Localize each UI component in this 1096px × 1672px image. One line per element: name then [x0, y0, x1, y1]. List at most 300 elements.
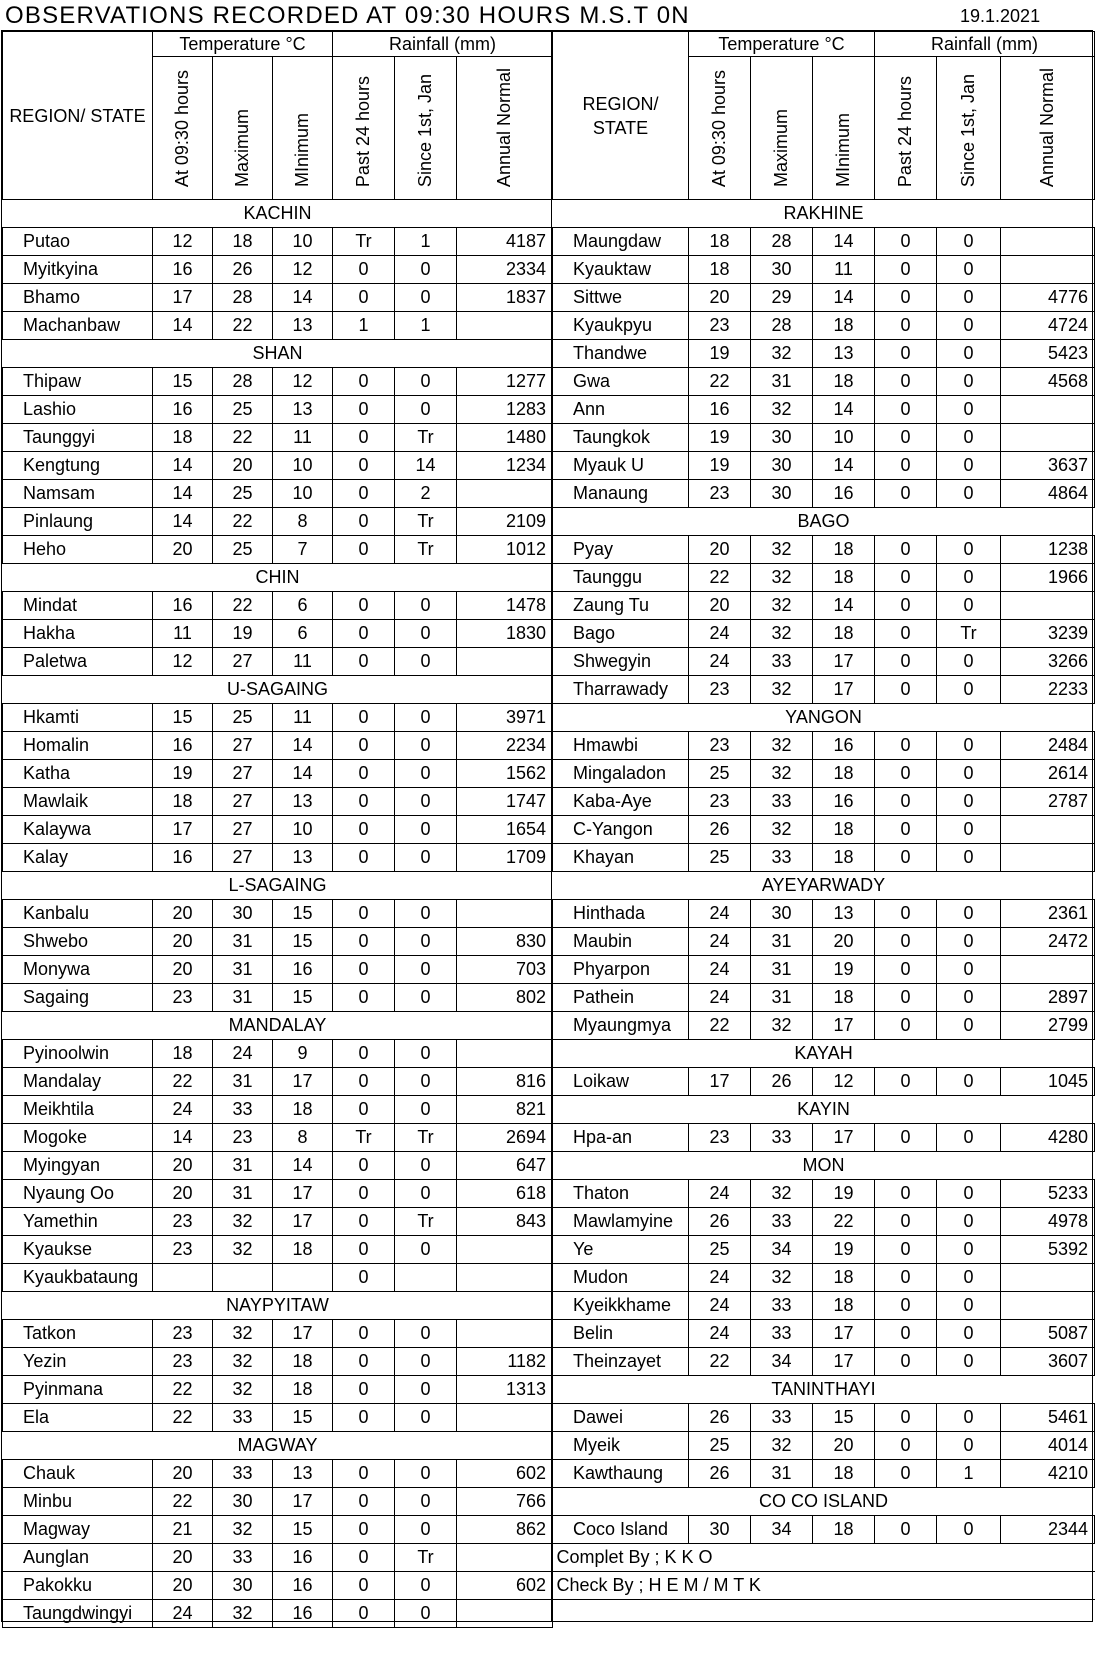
temp-min: 8 [273, 1124, 333, 1152]
temp-max: 30 [751, 424, 813, 452]
rain-24h: 0 [875, 1292, 937, 1320]
table-row [553, 480, 1095, 508]
rain-since-jan: 1 [395, 312, 457, 340]
rain-since-jan: 0 [395, 1488, 457, 1516]
table-row [553, 228, 1095, 256]
table-row [3, 256, 553, 284]
temp-max: 32 [751, 732, 813, 760]
temp-max: 31 [213, 928, 273, 956]
table-row [553, 1264, 1095, 1292]
temp-max: 33 [751, 1320, 813, 1348]
rain-annual-normal [457, 480, 553, 508]
table-row [3, 788, 553, 816]
rain-since-jan: 0 [395, 1348, 457, 1376]
temp-max: 31 [751, 984, 813, 1012]
temp-max: 33 [751, 1404, 813, 1432]
rainfall-header: Rainfall (mm) [333, 32, 553, 57]
rain-annual-normal [457, 1040, 553, 1068]
rain-24h: 0 [875, 284, 937, 312]
rain-since-jan: 0 [395, 1180, 457, 1208]
rain-24h: 0 [333, 900, 395, 928]
station-name: Myingyan [3, 1152, 153, 1180]
temp-min: 20 [813, 928, 875, 956]
temp-min: 18 [813, 564, 875, 592]
temp-min: 18 [813, 1292, 875, 1320]
temp-0930: 23 [689, 732, 751, 760]
rain-annual-normal: 647 [457, 1152, 553, 1180]
temp-0930: 14 [153, 312, 213, 340]
temp-max: 30 [751, 900, 813, 928]
table-row [553, 1236, 1095, 1264]
station-name: Hkamti [3, 704, 153, 732]
station-name: Ela [3, 1404, 153, 1432]
temp-min: 15 [813, 1404, 875, 1432]
rain-since-jan: 0 [937, 1124, 1001, 1152]
page-title: OBSERVATIONS RECORDED AT 09:30 HOURS M.S.T 0N [5, 2, 690, 29]
station-name: Minbu [3, 1488, 153, 1516]
station-name: Kyaukpyu [553, 312, 689, 340]
temp-max [213, 1264, 273, 1292]
rain-annual-normal [1001, 844, 1095, 872]
rain-annual-normal: 1234 [457, 452, 553, 480]
station-name: Mandalay [3, 1068, 153, 1096]
section-row [553, 704, 1095, 732]
station-name: Khayan [553, 844, 689, 872]
temp-min: 18 [813, 536, 875, 564]
temp-max: 27 [213, 760, 273, 788]
rain-24h: 0 [333, 844, 395, 872]
station-name: Sagaing [3, 984, 153, 1012]
temp-max: 31 [751, 368, 813, 396]
rain-annual-normal: 3971 [457, 704, 553, 732]
section-row [3, 564, 553, 592]
rain-24h: 0 [333, 928, 395, 956]
rain-24h: Tr [333, 1124, 395, 1152]
rain-24h: 0 [333, 452, 395, 480]
rain-since-jan: Tr [395, 1124, 457, 1152]
temp-0930: 23 [153, 1236, 213, 1264]
rain-annual-normal: 2614 [1001, 760, 1095, 788]
rain-annual-normal [1001, 228, 1095, 256]
rain-annual-normal: 4864 [1001, 480, 1095, 508]
col-annual-normal: Annual Normal [1037, 67, 1058, 187]
station-name: Yamethin [3, 1208, 153, 1236]
section-row [553, 1376, 1095, 1404]
rain-annual-normal: 2233 [1001, 676, 1095, 704]
rain-24h: 0 [875, 648, 937, 676]
temp-min: 15 [273, 900, 333, 928]
station-name: Coco Island [553, 1516, 689, 1544]
rain-24h: 0 [875, 620, 937, 648]
temp-max: 27 [213, 844, 273, 872]
station-name: Monywa [3, 956, 153, 984]
temp-min: 18 [813, 312, 875, 340]
section-title: CHIN [3, 564, 553, 592]
rain-24h: 0 [875, 480, 937, 508]
rain-annual-normal: 1182 [457, 1348, 553, 1376]
rain-since-jan: 0 [937, 340, 1001, 368]
station-name: Kawthaung [553, 1460, 689, 1488]
rain-since-jan: 0 [395, 620, 457, 648]
temp-0930: 24 [689, 900, 751, 928]
temp-0930: 22 [153, 1488, 213, 1516]
temp-min: 18 [813, 620, 875, 648]
temp-min: 16 [813, 480, 875, 508]
section-row [553, 1488, 1095, 1516]
rain-24h: 0 [875, 1208, 937, 1236]
rain-since-jan: 0 [937, 1208, 1001, 1236]
temp-max: 25 [213, 704, 273, 732]
table-row [3, 228, 553, 256]
station-name: Bago [553, 620, 689, 648]
temp-min: 11 [273, 648, 333, 676]
temp-0930: 15 [153, 704, 213, 732]
station-name: Hmawbi [553, 732, 689, 760]
temp-min: 14 [273, 732, 333, 760]
observation-sheet [1, 30, 1093, 1622]
station-name: Aunglan [3, 1544, 153, 1572]
rain-since-jan: 0 [937, 396, 1001, 424]
temperature-header: Temperature °C [689, 32, 875, 57]
temp-0930: 14 [153, 1124, 213, 1152]
rain-since-jan: 0 [395, 1152, 457, 1180]
temp-max: 31 [213, 1152, 273, 1180]
left-body [3, 200, 553, 1628]
table-row [553, 788, 1095, 816]
station-name: Mawlamyine [553, 1208, 689, 1236]
temp-0930: 23 [153, 1208, 213, 1236]
station-name: Homalin [3, 732, 153, 760]
rain-24h: 0 [875, 732, 937, 760]
rain-since-jan: 0 [937, 1320, 1001, 1348]
temp-min: 12 [273, 368, 333, 396]
rain-annual-normal: 4724 [1001, 312, 1095, 340]
station-name: Pyay [553, 536, 689, 564]
right-panel [552, 31, 1094, 1621]
rain-24h: 0 [875, 816, 937, 844]
table-row [3, 1488, 553, 1516]
temp-0930: 16 [153, 592, 213, 620]
rain-annual-normal: 1313 [457, 1376, 553, 1404]
col-maximum: Maximum [771, 108, 791, 187]
temp-min: 11 [813, 256, 875, 284]
temp-min: 16 [813, 732, 875, 760]
table-row [553, 1180, 1095, 1208]
rain-24h: 0 [333, 368, 395, 396]
rain-24h: 0 [875, 1068, 937, 1096]
temp-0930: 19 [153, 760, 213, 788]
temp-0930: 17 [153, 816, 213, 844]
rain-annual-normal: 2109 [457, 508, 553, 536]
station-name: Dawei [553, 1404, 689, 1432]
station-name: Kyaukbataung [3, 1264, 153, 1292]
section-title: CO CO ISLAND [553, 1488, 1095, 1516]
rain-since-jan: 1 [395, 228, 457, 256]
table-row [3, 368, 553, 396]
rain-annual-normal: 703 [457, 956, 553, 984]
temp-min: 8 [273, 508, 333, 536]
section-row [3, 676, 553, 704]
table-row [553, 592, 1095, 620]
table-row [553, 368, 1095, 396]
station-name: Mindat [3, 592, 153, 620]
rainfall-header: Rainfall (mm) [875, 32, 1095, 57]
temp-max: 27 [213, 788, 273, 816]
table-row [3, 396, 553, 424]
table-row [553, 648, 1095, 676]
header-row-top [553, 32, 1095, 57]
rain-annual-normal: 5392 [1001, 1236, 1095, 1264]
rain-24h: 0 [875, 844, 937, 872]
region-header: REGION/ STATE [3, 32, 153, 200]
temp-min: 17 [813, 676, 875, 704]
temp-min: 14 [813, 284, 875, 312]
rain-24h: 0 [333, 1488, 395, 1516]
temp-min: 13 [813, 340, 875, 368]
temp-0930: 23 [153, 1320, 213, 1348]
temp-0930: 24 [689, 1180, 751, 1208]
temp-0930: 14 [153, 480, 213, 508]
temp-0930: 19 [689, 452, 751, 480]
temp-min: 18 [813, 984, 875, 1012]
table-row [3, 1460, 553, 1488]
rain-since-jan: 0 [395, 1376, 457, 1404]
table-row [3, 1068, 553, 1096]
rain-24h: 0 [333, 256, 395, 284]
rain-annual-normal: 1837 [457, 284, 553, 312]
table-row [3, 1096, 553, 1124]
station-name: Myeik [553, 1432, 689, 1460]
temp-0930: 22 [689, 1012, 751, 1040]
table-row [553, 984, 1095, 1012]
rain-24h: 0 [333, 1376, 395, 1404]
rain-24h: 0 [875, 1516, 937, 1544]
table-row [553, 1516, 1095, 1544]
temp-min: 17 [273, 1180, 333, 1208]
rain-since-jan: Tr [395, 536, 457, 564]
rain-annual-normal: 1283 [457, 396, 553, 424]
table-row [3, 1124, 553, 1152]
temp-0930: 25 [689, 1432, 751, 1460]
temp-max: 27 [213, 732, 273, 760]
rain-annual-normal: 1562 [457, 760, 553, 788]
rain-annual-normal: 1654 [457, 816, 553, 844]
rain-since-jan: Tr [395, 1544, 457, 1572]
section-title: TANINTHAYI [553, 1376, 1095, 1404]
temp-min: 10 [273, 480, 333, 508]
rain-annual-normal: 862 [457, 1516, 553, 1544]
section-title: RAKHINE [553, 200, 1095, 228]
rain-24h: 0 [333, 816, 395, 844]
temp-min: 10 [273, 816, 333, 844]
rain-since-jan: 0 [937, 1068, 1001, 1096]
station-name: Manaung [553, 480, 689, 508]
station-name: Kalay [3, 844, 153, 872]
rain-since-jan [395, 1264, 457, 1292]
rain-annual-normal: 1238 [1001, 536, 1095, 564]
table-row [3, 648, 553, 676]
temp-min: 17 [813, 1348, 875, 1376]
temp-0930: 18 [153, 1040, 213, 1068]
temp-max: 29 [751, 284, 813, 312]
rain-since-jan: 0 [937, 1264, 1001, 1292]
rain-since-jan: 0 [937, 648, 1001, 676]
rain-24h: 0 [333, 424, 395, 452]
station-name: Taunggu [553, 564, 689, 592]
table-row [553, 396, 1095, 424]
station-name: Tharrawady [553, 676, 689, 704]
rain-annual-normal: 1747 [457, 788, 553, 816]
rain-since-jan: 0 [937, 1180, 1001, 1208]
table-row [3, 732, 553, 760]
section-title: KAYIN [553, 1096, 1095, 1124]
temp-min: 19 [813, 1180, 875, 1208]
temp-0930: 20 [689, 592, 751, 620]
temp-min: 13 [813, 900, 875, 928]
temp-max: 34 [751, 1516, 813, 1544]
table-row [3, 928, 553, 956]
report-date: 19.1.2021 [960, 6, 1041, 26]
col-at-0930: At 09:30 hours [172, 69, 192, 187]
temp-0930: 12 [153, 648, 213, 676]
temp-0930: 18 [153, 424, 213, 452]
temp-0930: 22 [153, 1404, 213, 1432]
temp-max: 33 [751, 648, 813, 676]
rain-since-jan: 0 [395, 732, 457, 760]
temp-max: 33 [213, 1544, 273, 1572]
table-row [3, 480, 553, 508]
temp-max: 31 [213, 984, 273, 1012]
table-row [553, 312, 1095, 340]
table-row [3, 816, 553, 844]
rain-24h: 0 [333, 1460, 395, 1488]
section-title: YANGON [553, 704, 1095, 732]
temp-0930: 16 [153, 396, 213, 424]
table-row [3, 984, 553, 1012]
temp-max: 18 [213, 228, 273, 256]
rain-since-jan: 0 [937, 424, 1001, 452]
rain-since-jan: 0 [395, 648, 457, 676]
rain-annual-normal: 843 [457, 1208, 553, 1236]
station-name: Thaton [553, 1180, 689, 1208]
rain-since-jan: 0 [395, 1320, 457, 1348]
section-title: U-SAGAING [3, 676, 553, 704]
temp-min: 13 [273, 396, 333, 424]
section-title: AYEYARWADY [553, 872, 1095, 900]
station-name: Belin [553, 1320, 689, 1348]
rain-annual-normal: 1480 [457, 424, 553, 452]
rain-since-jan: 0 [937, 900, 1001, 928]
header-row-top [3, 32, 553, 57]
station-name: Magway [3, 1516, 153, 1544]
rain-24h: 0 [333, 1208, 395, 1236]
temp-0930: 26 [689, 1208, 751, 1236]
rain-annual-normal: 602 [457, 1572, 553, 1600]
rain-annual-normal [1001, 1264, 1095, 1292]
temp-max: 32 [751, 620, 813, 648]
temp-max: 31 [751, 956, 813, 984]
section-row [553, 872, 1095, 900]
table-row [3, 1180, 553, 1208]
temp-max: 30 [751, 480, 813, 508]
rain-annual-normal: 1830 [457, 620, 553, 648]
temp-0930: 20 [153, 956, 213, 984]
section-title: BAGO [553, 508, 1095, 536]
footer-complet: Complet By ; K K O [553, 1544, 1095, 1572]
rain-since-jan: 0 [395, 284, 457, 312]
rain-annual-normal [1001, 396, 1095, 424]
temp-0930: 23 [153, 984, 213, 1012]
rain-since-jan: 0 [937, 256, 1001, 284]
temp-max: 24 [213, 1040, 273, 1068]
rain-annual-normal: 5233 [1001, 1180, 1095, 1208]
temp-min: 17 [813, 1012, 875, 1040]
rain-since-jan: 1 [937, 1460, 1001, 1488]
rain-24h: 0 [875, 228, 937, 256]
temp-min: 15 [273, 1404, 333, 1432]
station-name: Pinlaung [3, 508, 153, 536]
rain-since-jan: 0 [395, 1460, 457, 1488]
station-name: Shwegyin [553, 648, 689, 676]
temp-min: 22 [813, 1208, 875, 1236]
temp-max: 33 [751, 788, 813, 816]
station-name: Kalaywa [3, 816, 153, 844]
temp-min: 16 [273, 1600, 333, 1628]
rain-since-jan: 0 [937, 1012, 1001, 1040]
temp-max: 32 [751, 396, 813, 424]
temp-min: 18 [273, 1376, 333, 1404]
rain-annual-normal [457, 1544, 553, 1572]
temp-min: 14 [813, 396, 875, 424]
rain-annual-normal: 4187 [457, 228, 553, 256]
rain-since-jan: 0 [395, 592, 457, 620]
table-row [553, 844, 1095, 872]
temp-0930: 20 [153, 900, 213, 928]
rain-since-jan: 0 [937, 564, 1001, 592]
temp-min: 18 [273, 1348, 333, 1376]
temp-min: 16 [273, 956, 333, 984]
temp-0930: 20 [153, 1572, 213, 1600]
temp-0930: 16 [153, 256, 213, 284]
temp-max: 31 [213, 956, 273, 984]
table-row [3, 1376, 553, 1404]
col-since-jan: Since 1st, Jan [958, 73, 979, 187]
table-row [3, 1264, 553, 1292]
station-name: Taunggyi [3, 424, 153, 452]
station-name: Taungkok [553, 424, 689, 452]
temp-max: 33 [213, 1460, 273, 1488]
table-row [553, 1208, 1095, 1236]
temp-max: 32 [751, 816, 813, 844]
table-row [553, 760, 1095, 788]
section-row [553, 1096, 1095, 1124]
rain-24h: 0 [333, 508, 395, 536]
temperature-header: Temperature °C [153, 32, 333, 57]
temp-0930: 24 [689, 648, 751, 676]
temp-0930: 23 [689, 676, 751, 704]
table-row [3, 452, 553, 480]
table-row [553, 1460, 1095, 1488]
temp-min: 14 [273, 1152, 333, 1180]
temp-0930: 23 [689, 480, 751, 508]
rain-24h: 0 [875, 788, 937, 816]
rain-annual-normal [1001, 424, 1095, 452]
temp-max: 32 [213, 1516, 273, 1544]
temp-min: 17 [273, 1488, 333, 1516]
table-row [553, 1432, 1095, 1460]
temp-min: 13 [273, 312, 333, 340]
table-row [3, 1152, 553, 1180]
